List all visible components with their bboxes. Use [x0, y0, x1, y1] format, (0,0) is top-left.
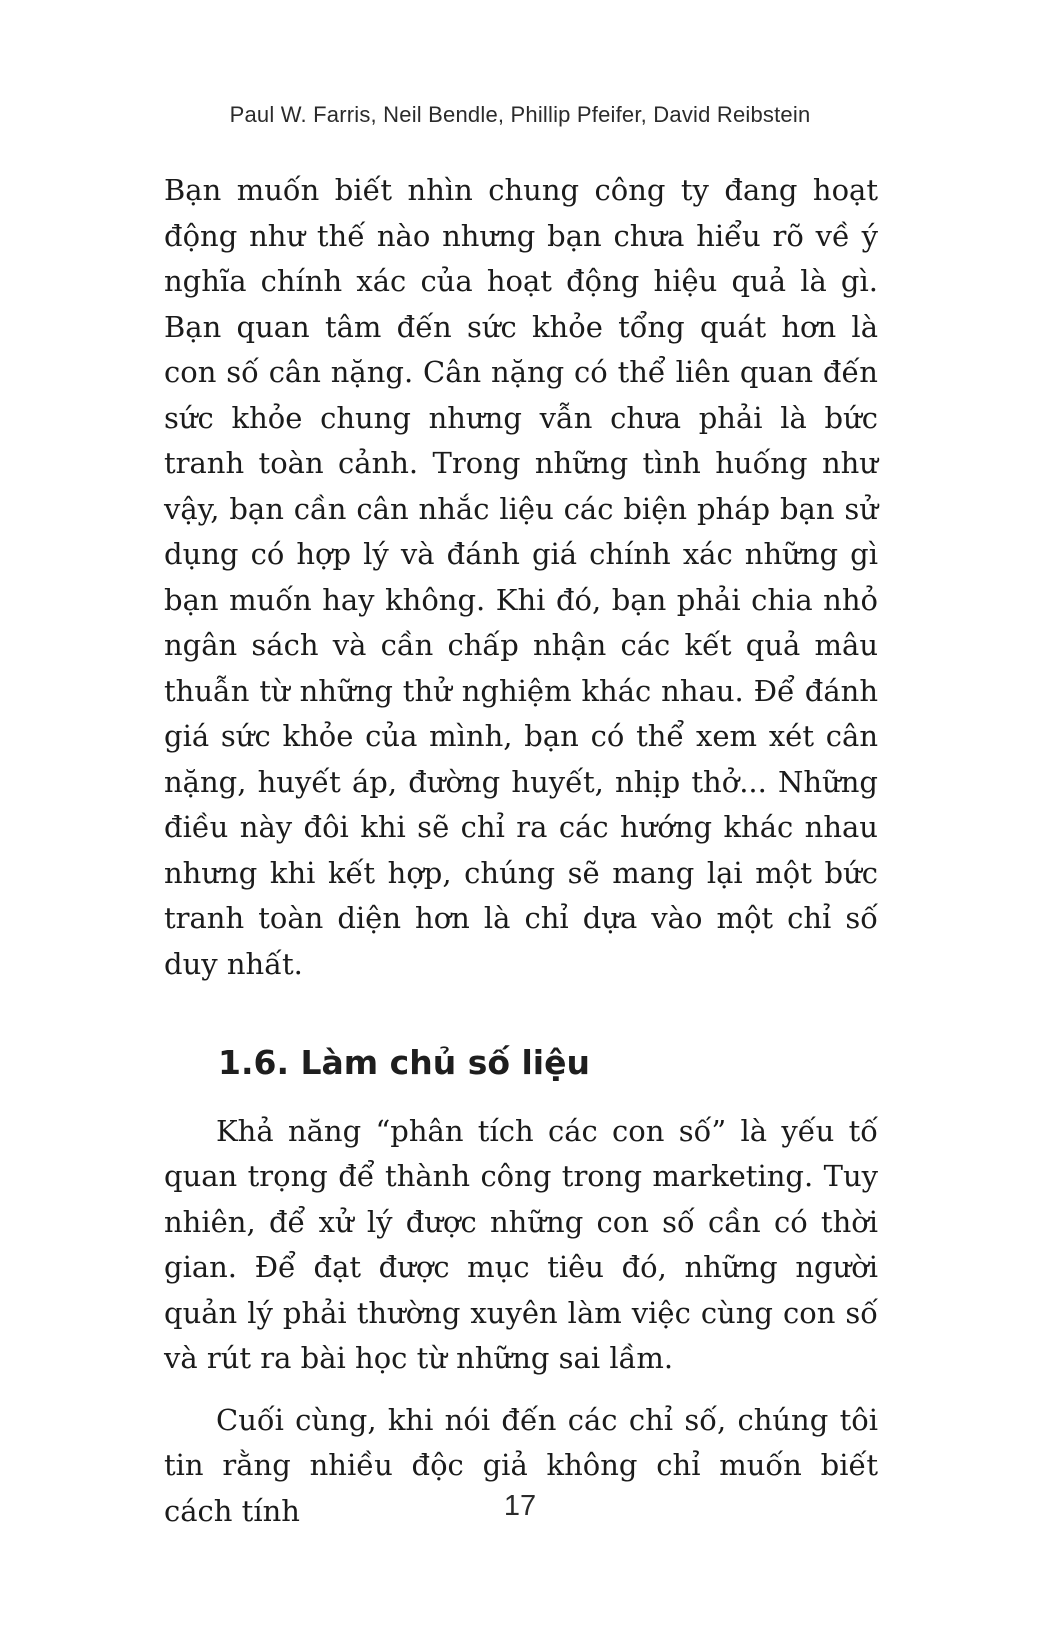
page-body [164, 168, 878, 1534]
running-header-authors: Paul W. Farris, Neil Bendle, Phillip Pfeifer, David Reibstein [229, 102, 811, 127]
section-heading: 1.6. Làm chủ số liệu [218, 1043, 590, 1082]
body-paragraph: Khả năng “phân tích các con số” là yếu tố quan trọng để thành công trong marketing. Tuy nhiên, để xử lý được những con số cần có thời gian. Để đạt được mục tiêu đó, những người quản lý phải thường xuyên làm việc cùng con số và rút ra bài học từ những sai lầm. [164, 1113, 878, 1376]
body-paragraph: Bạn muốn biết nhìn chung công ty đang hoạt động như thế nào nhưng bạn chưa hiểu rõ về ý nghĩa chính xác của hoạt động hiệu quả là gì. Bạn quan tâm đến sức khỏe tổng quát hơn là con số cân nặng. Cân nặng có thể liên quan đến sức khỏe chung nhưng vẫn chưa phải là bức tranh toàn cảnh. Trong những tình huống như vậy, bạn cần cân nhắc liệu các biện pháp bạn sử dụng có hợp lý và đánh giá chính xác những gì bạn muốn hay không. Khi đó, bạn phải chia nhỏ ngân sách và cần chấp nhận các kết quả mâu thuẫn từ những thử nghiệm khác nhau. Để đánh giá sức khỏe của mình, bạn có thể xem xét cân nặng, huyết áp, đường huyết, nhịp thở... Những điều này đôi khi sẽ chỉ ra các hướng khác nhau nhưng khi kết hợp, chúng sẽ mang lại một bức tranh toàn diện hơn là chỉ dựa vào một chỉ số duy nhất. [164, 173, 878, 981]
page-number: 17 [503, 1490, 537, 1522]
body-paragraph: Cuối cùng, khi nói đến các chỉ số, chúng tôi tin rằng nhiều độc giả không chỉ muốn biết cách tính [164, 1402, 878, 1528]
